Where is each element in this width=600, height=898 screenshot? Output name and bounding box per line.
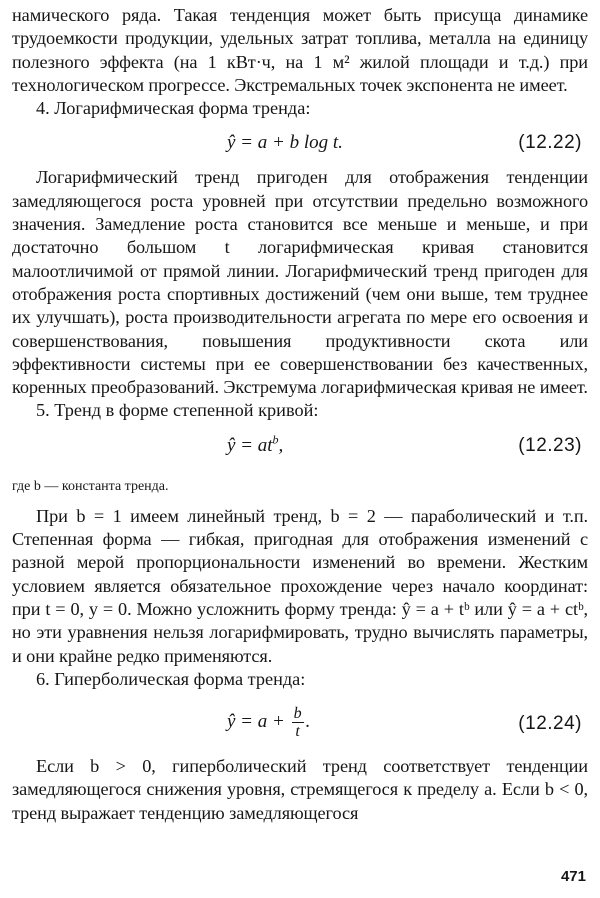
heading-logarithmic-trend: 4. Логарифмическая форма тренда:	[36, 98, 311, 119]
paragraph-logarithmic-trend: Логарифмический тренд пригоден для отображения тенденции замедляющегося роста уровней при отсутствии предельно возможного значения. Замедление роста становится все меньше и меньше, и при достаточно большом t логарифмическая кривая становится малоотличимой от прямой линии. Логарифмический тренд пригоден для отображения роста спортивных достижений (чем они выше, тем труднее их улучшать), роста производительности агрегата по мере его освоения и совершенствования, повышения продуктивности скота или эффективности системы при ее совершенствовании без качественных, коренных преобразований. Экстремума логарифмическая кривая не имеет.	[12, 167, 588, 398]
formula-12-23-tail: ,	[278, 434, 284, 456]
formula-12-24	[227, 705, 310, 740]
formula-row-12-23	[12, 423, 588, 469]
formula-12-23	[227, 432, 284, 457]
equation-number-12-22: (12.22)	[518, 132, 582, 154]
fraction-numerator: b	[293, 705, 302, 723]
heading-hyperbolic-trend: 6. Гиперболическая форма тренда:	[36, 668, 306, 689]
heading-power-trend: 5. Тренд в форме степенной кривой:	[36, 400, 319, 421]
paragraph-power-trend: При b = 1 имеем линейный тренд, b = 2 — параболический и т.п. Степенная форма — гибкая, пригодная для отображения изменений с разной мерой пропорциональности изменений во времени. Жестким условием является обязательное прохождение через начало координат: при t = 0, y = 0. Можно усложнить форму тренда: ŷ = a + tᵇ или ŷ = a + ctᵇ, но эти уравнения нельзя логарифмировать, трудно вычислять параметры, и они крайне редко применяются.	[12, 505, 588, 666]
page-number: 471	[560, 868, 586, 885]
fraction-denominator: t	[295, 723, 300, 741]
equation-number-12-24: (12.24)	[518, 713, 582, 735]
formula-row-12-22	[12, 120, 588, 166]
note-trend-constant: где b — константа тренда.	[12, 478, 169, 494]
paragraph-hyperbolic-trend: Если b > 0, гиперболический тренд соответствует тенденции замедляющегося снижения уровня, стремящегося к пределу a. Если b < 0, тренд выражает тенденцию замедляющегося	[12, 756, 588, 823]
equation-number-12-23: (12.23)	[518, 434, 582, 456]
formula-12-23-exponent: b	[272, 432, 279, 447]
formula-12-23-base: ŷ = at	[227, 434, 273, 456]
formula-12-24-tail: .	[305, 710, 311, 732]
formula-12-22: ŷ = a + b log t.	[227, 132, 343, 154]
page-body	[12, 4, 588, 825]
paragraph-exponent-end: намического ряда. Такая тенденция может быть присуща динамике трудоемкости продукции, удельных затрат топлива, металла на единицу полезного эффекта (на 1 кВт·ч, на 1 м² жилой площади и т.д.) при технологическом прогрессе. Экстремальных точек экспонента не имеет.	[12, 5, 588, 95]
formula-row-12-24	[12, 691, 588, 751]
formula-12-24-left: ŷ = a +	[227, 710, 285, 732]
formula-12-24-fraction	[292, 705, 304, 740]
